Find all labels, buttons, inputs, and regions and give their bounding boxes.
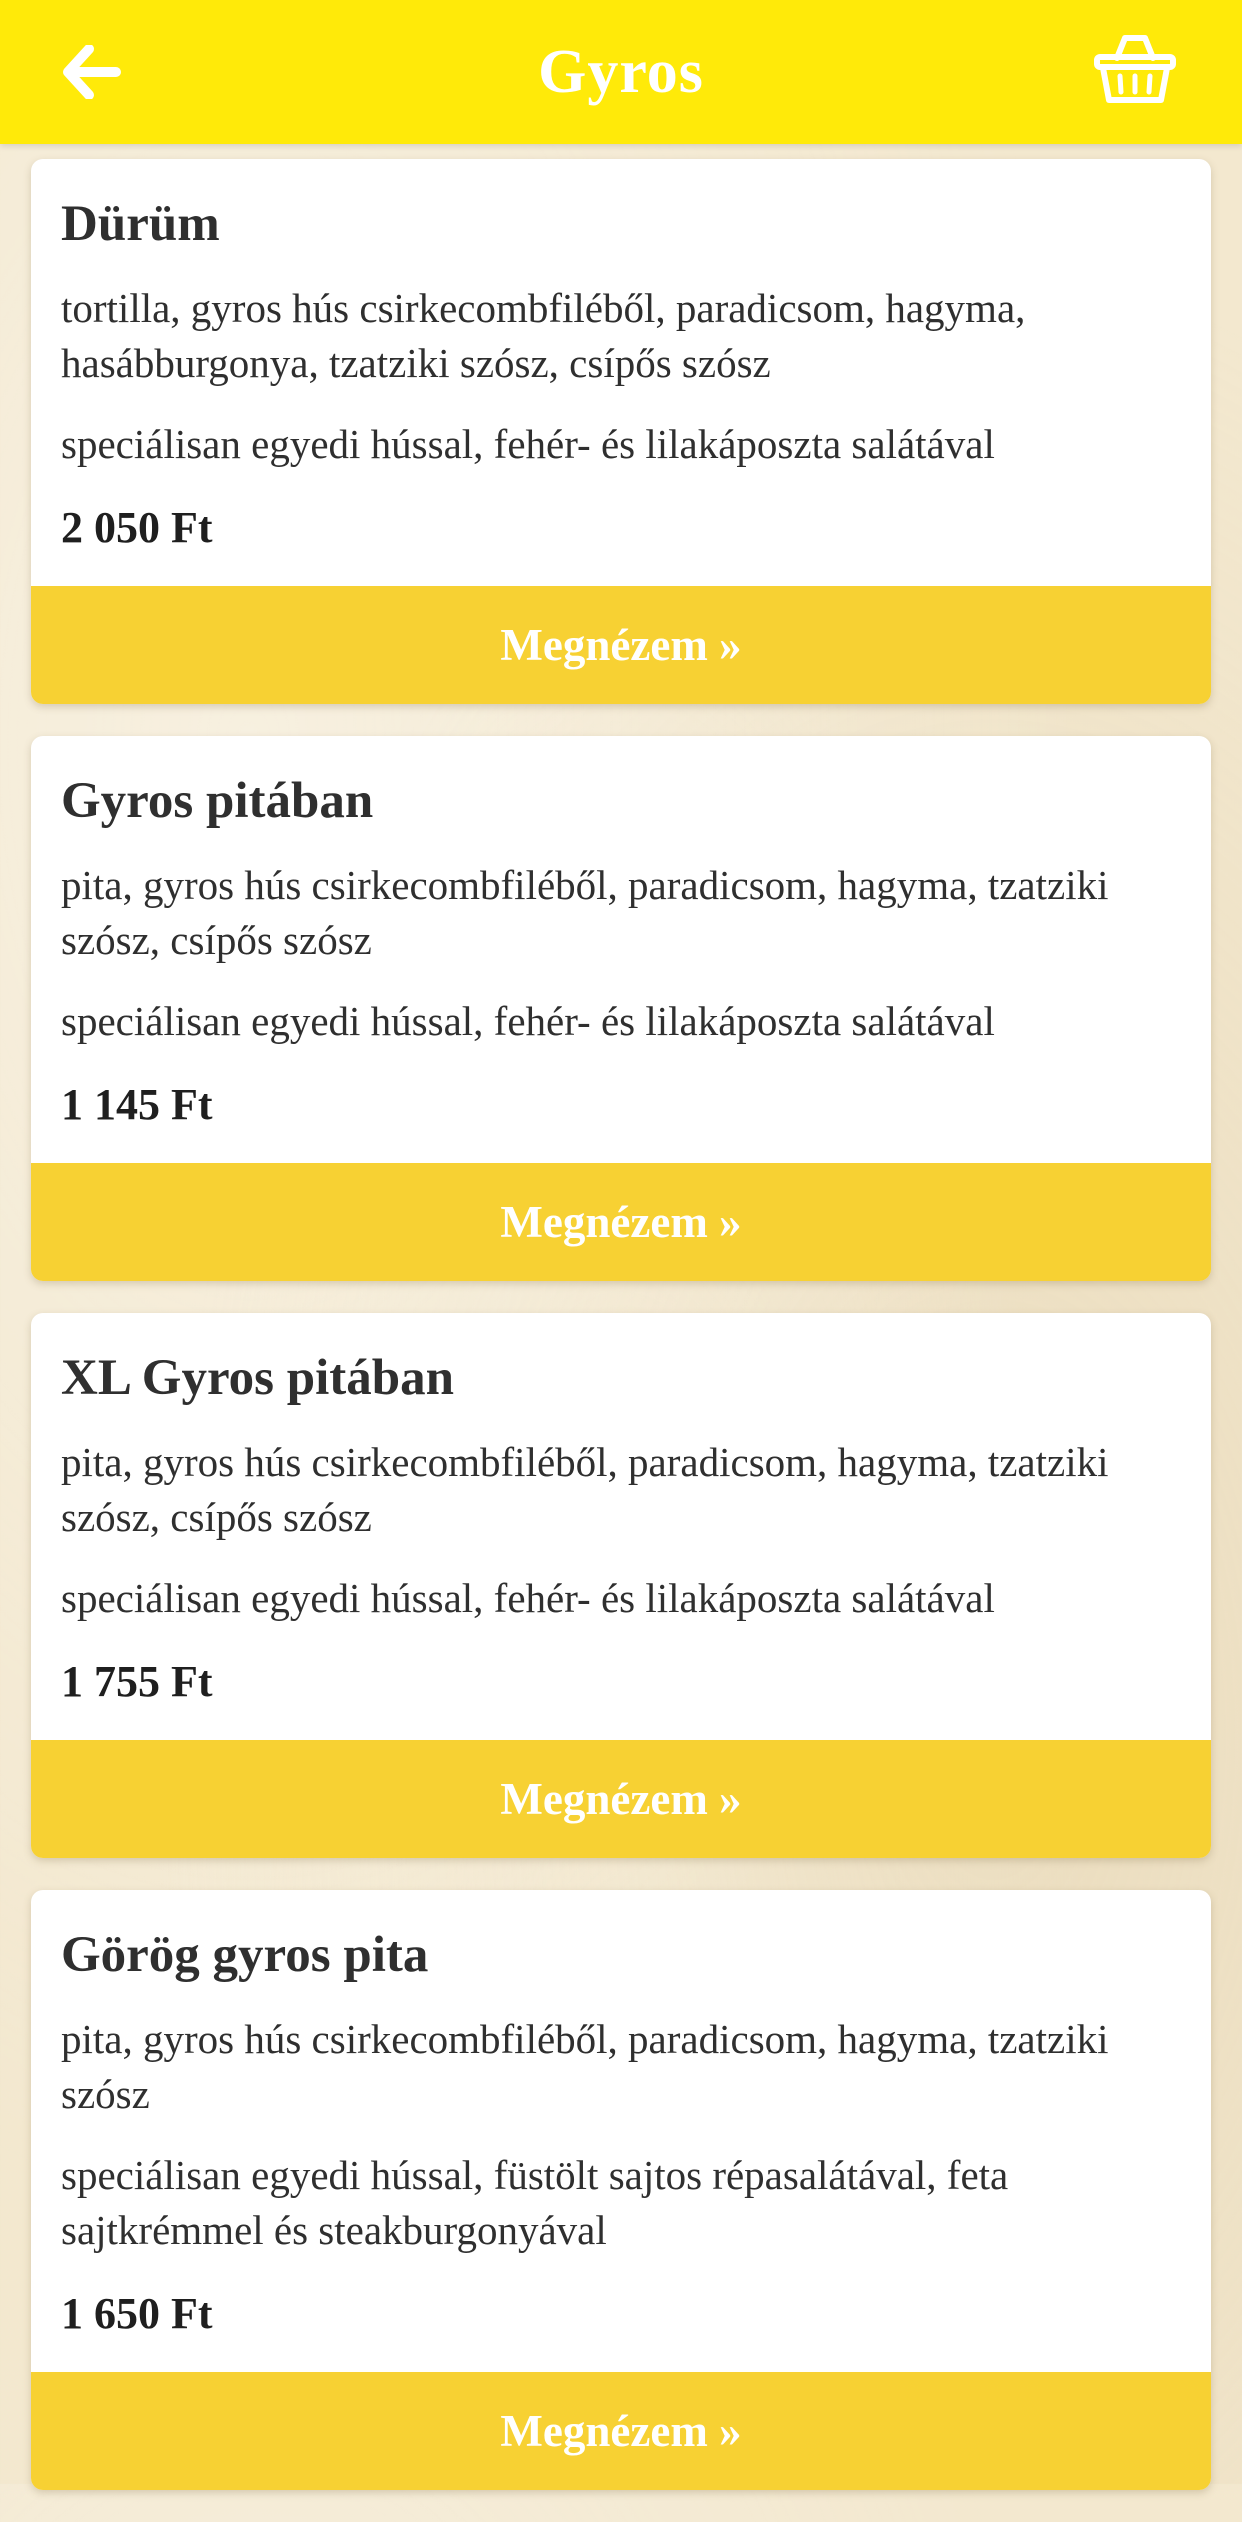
product-description: pita, gyros hús csirkecombfiléből, paradicsom, hagyma, tzatziki szósz: [61, 2016, 1109, 2117]
view-product-button[interactable]: Megnézem »: [31, 1163, 1211, 1281]
top-navigation-bar: [0, 0, 1242, 144]
basket-icon: [1093, 32, 1177, 106]
product-price: 2 050 Ft: [61, 503, 213, 552]
view-product-button[interactable]: Megnézem »: [31, 586, 1211, 704]
back-button[interactable]: [56, 36, 128, 108]
product-price: 1 145 Ft: [61, 1080, 213, 1129]
page-title: Gyros: [538, 37, 704, 106]
product-price: 1 755 Ft: [61, 1657, 213, 1706]
view-product-button[interactable]: Megnézem »: [31, 1740, 1211, 1858]
product-description: pita, gyros hús csirkecombfiléből, paradicsom, hagyma, tzatziki szósz, csípős szósz: [61, 862, 1109, 963]
product-card: [31, 1890, 1211, 2490]
product-note: speciálisan egyedi hússal, fehér- és lilakáposzta salátával: [61, 421, 995, 467]
product-name: XL Gyros pitában: [61, 1350, 455, 1406]
product-name: Görög gyros pita: [61, 1927, 429, 1983]
product-card: [31, 736, 1211, 1281]
product-description: pita, gyros hús csirkecombfiléből, paradicsom, hagyma, tzatziki szósz, csípős szósz: [61, 1439, 1109, 1540]
product-note: speciálisan egyedi hússal, füstölt sajtos répasalátával, feta sajtkrémmel és steakburgonyával: [61, 2152, 1009, 2253]
product-list: [31, 159, 1211, 2522]
view-product-button[interactable]: Megnézem »: [31, 2372, 1211, 2490]
product-price: 1 650 Ft: [61, 2289, 213, 2338]
product-note: speciálisan egyedi hússal, fehér- és lilakáposzta salátával: [61, 998, 995, 1044]
arrow-left-icon: [62, 45, 122, 99]
product-description: tortilla, gyros hús csirkecombfiléből, paradicsom, hagyma, hasábburgonya, tzatziki szósz, csípős szósz: [61, 285, 1026, 386]
product-card: [31, 1313, 1211, 1858]
product-card: [31, 159, 1211, 704]
cart-button[interactable]: [1090, 24, 1180, 114]
product-name: Dürüm: [61, 196, 220, 252]
product-name: Gyros pitában: [61, 773, 374, 829]
product-note: speciálisan egyedi hússal, fehér- és lilakáposzta salátával: [61, 1575, 995, 1621]
